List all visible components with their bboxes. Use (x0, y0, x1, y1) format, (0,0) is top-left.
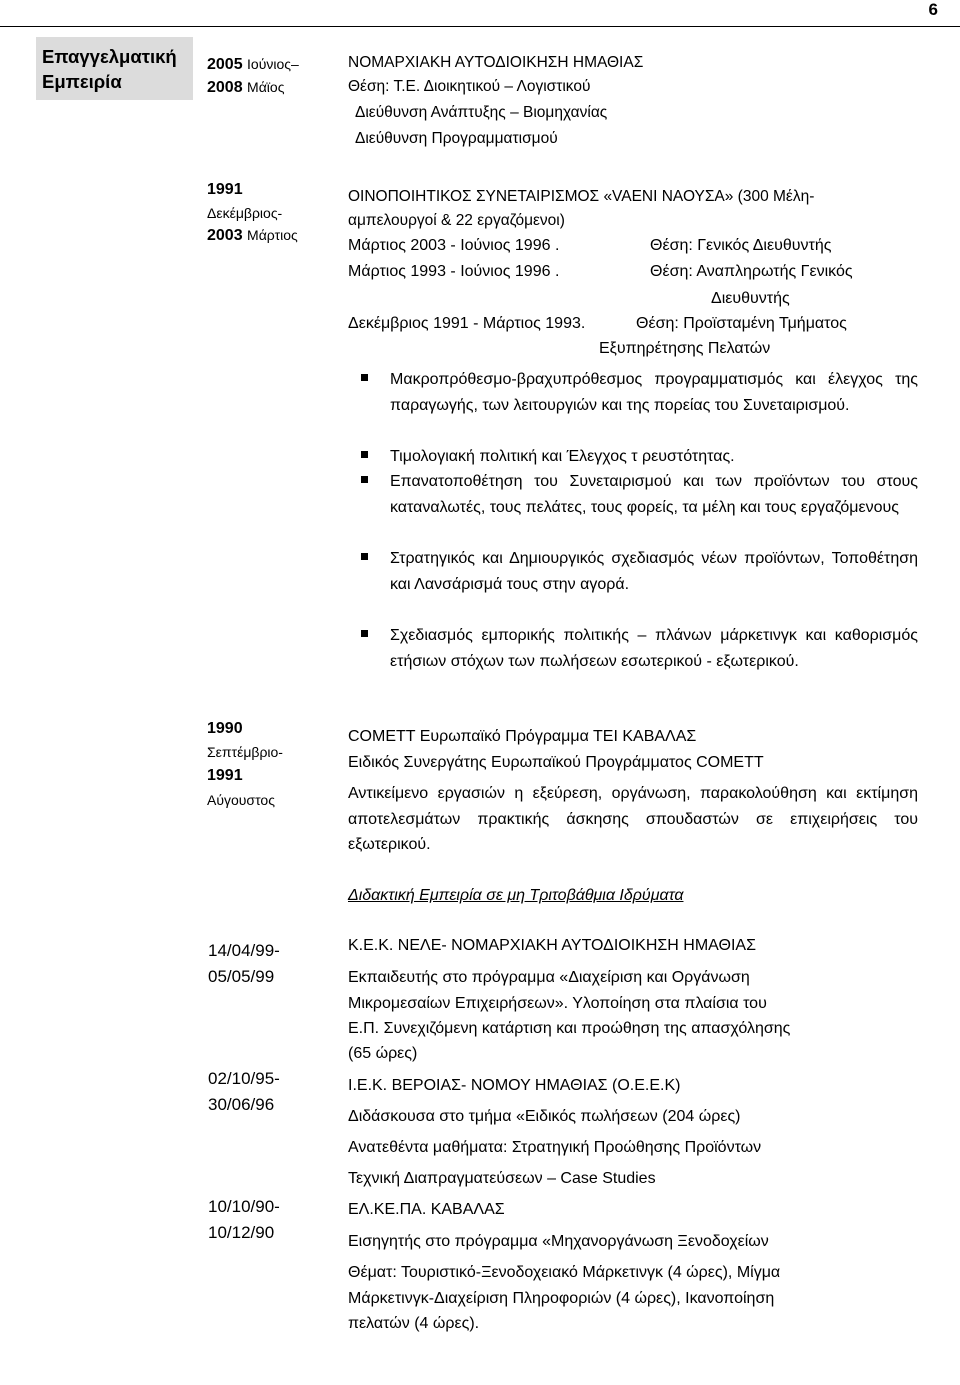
job1-date-month1: Ιούνιος– (247, 56, 299, 72)
teaching-date-2-end: 30/06/96 (208, 1095, 275, 1114)
job2-employer-line2: αμπελουργοί & 22 εργαζόμενοι) (348, 212, 565, 229)
bullet-marker (361, 553, 368, 560)
job1-date-line1 (207, 53, 299, 76)
job3-title: COMETT Ευρωπαϊκό Πρόγραμμα ΤΕΙ ΚΑΒΑΛΑΣ (348, 728, 697, 745)
job2-bullet-3: Επανατοποθέτηση του Συνεταιρισμού και των προϊόντων του στους καταναλωτές, τους πελάτες, τους φορείς, τα μέλη και τους εργαζόμενους (390, 473, 918, 516)
job2-role2-line1: Θέση: Αναπληρωτής Γενικός (650, 263, 853, 280)
teaching-line-4: Ε.Π. Συνεχιζόμενη κατάρτιση και προώθηση της απασχόλησης (348, 1020, 791, 1037)
job1-dept1: Διεύθυνση Ανάπτυξης – Βιομηχανίας (355, 104, 608, 121)
job1-employer: ΝΟΜΑΡΧΙΑΚΗ ΑΥΤΟΔΙΟΙΚΗΣΗ ΗΜΑΘΙΑΣ (348, 54, 644, 71)
job2-period1: Μάρτιος 2003 - Ιούνιος 1996 . (348, 237, 560, 254)
bullet-marker (361, 374, 368, 381)
teaching-line-10: ΕΛ.ΚΕ.ΠΑ. ΚΑΒΑΛΑΣ (348, 1201, 505, 1218)
job2-date-line2: Δεκέμβριος- (207, 205, 283, 221)
teaching-line-11: Εισηγητής στο πρόγραμμα «Μηχανοργάνωση Ξενοδοχείων (348, 1233, 769, 1250)
job2-bullet-2: Τιμολογιακή πολιτική και Έλεγχος τ ρευστότητας. (390, 448, 735, 465)
job2-role1: Θέση: Γενικός Διευθυντής (650, 237, 832, 254)
job2-date-line1: 1991 (207, 181, 243, 198)
teaching-date-2-start: 02/10/95- (208, 1069, 280, 1088)
teaching-date-3-end: 10/12/90 (208, 1223, 275, 1242)
job1-date-year2: 2008 (207, 79, 243, 96)
job2-period2: Μάρτιος 1993 - Ιούνιος 1996 . (348, 263, 560, 280)
teaching-line-9: Τεχνική Διαπραγματεύσεων – Case Studies (348, 1170, 656, 1187)
job1-date-year1: 2005 (207, 56, 243, 73)
job2-date-month3: Μάρτιος (247, 227, 298, 243)
teaching-date-1-end: 05/05/99 (208, 967, 275, 986)
job2-date-line3 (207, 224, 298, 247)
job1-dept2: Διεύθυνση Προγραμματισμού (355, 130, 558, 147)
teaching-line-1: Κ.Ε.Κ. ΝΕΛΕ- ΝΟΜΑΡΧΙΑΚΗ ΑΥΤΟΔΙΟΙΚΗΣΗ ΗΜΑΘΙΑΣ (348, 937, 756, 954)
job2-bullet-5: Σχεδιασμός εμπορικής πολιτικής – πλάνων μάρκετινγκ και καθορισμός ετήσιων στόχων των πωλήσεων εσωτερικού - εξωτερικού. (390, 627, 918, 670)
teaching-line-3: Μικρομεσαίων Επιχειρήσεων». Υλοποίηση στα πλαίσια του (348, 995, 767, 1012)
job2-bullet-4: Στρατηγικός και Δημιουργικός σχεδιασμός νέων προϊόντων, Τοποθέτηση και Λανσάρισμά τους στην αγορά. (390, 550, 918, 593)
job1-date-month2: Μάϊος (247, 79, 285, 95)
teaching-line-2: Εκπαιδευτής στο πρόγραμμα «Διαχείριση και Οργάνωση (348, 969, 750, 986)
teaching-line-14: πελατών (4 ώρες). (348, 1315, 480, 1332)
job3-date-line1: 1990 (207, 720, 243, 737)
job1-position: Θέση: Τ.Ε. Διοικητικού – Λογιστικού (348, 78, 591, 95)
bullet-marker (361, 451, 368, 458)
page-number: 6 (928, 0, 938, 19)
job3-date-line4: Αύγουστος (207, 792, 275, 808)
job2-employer-line1: ΟΙΝΟΠΟΙΗΤΙΚΟΣ ΣΥΝΕΤΑΙΡΙΣΜΟΣ «VAENI ΝΑΟΥΣΑ» (300 Μέλη- (348, 188, 815, 205)
teaching-line-6: Ι.Ε.Κ. ΒΕΡΟΙΑΣ- ΝΟΜΟΥ ΗΜΑΘΙΑΣ (Ο.Ε.Ε.Κ) (348, 1077, 681, 1094)
job2-role3-line1: Θέση: Προϊσταμένη Τμήματος (636, 315, 847, 332)
job2-period3: Δεκέμβριος 1991 - Μάρτιος 1993. (348, 315, 586, 332)
job3-date-line2: Σεπτέμβριο- (207, 744, 283, 760)
teaching-heading: Διδακτική Εμπειρία σε μη Τριτοβάθμια Ιδρύματα (348, 887, 684, 904)
job1-date-line2 (207, 76, 284, 99)
job2-date-year3: 2003 (207, 227, 243, 244)
job3-date-line3: 1991 (207, 767, 243, 784)
bullet-marker (361, 630, 368, 637)
teaching-line-13: Μάρκετινγκ-Διαχείριση Πληροφοριών (4 ώρες), Ικανοποίηση (348, 1290, 775, 1307)
teaching-line-8: Ανατεθέντα μαθήματα: Στρατηγική Προώθησης Προϊόντων (348, 1139, 762, 1156)
job3-description: Αντικείμενο εργασιών η εξεύρεση, οργάνωση, παρακολούθηση και εκτίμηση αποτελεσμάτων πρακτικής άσκησης σπουδαστών σε επιχειρήσεις του εξωτερικού. (348, 785, 918, 853)
teaching-line-12: Θέματ: Τουριστικό-Ξενοδοχειακό Μάρκετινγκ (4 ώρες), Μίγμα (348, 1264, 781, 1281)
teaching-date-1-start: 14/04/99- (208, 941, 280, 960)
teaching-date-3-start: 10/10/90- (208, 1197, 280, 1216)
bullet-marker (361, 476, 368, 483)
header-rule (0, 26, 960, 27)
job3-role: Ειδικός Συνεργάτης Ευρωπαϊκού Προγράμματος COMETT (348, 754, 764, 771)
teaching-line-5: (65 ώρες) (348, 1045, 418, 1062)
job2-role3-line2: Εξυπηρέτησης Πελατών (599, 340, 771, 357)
teaching-line-7: Διδάσκουσα στο τμήμα «Ειδικός πωλήσεων (204 ώρες) (348, 1108, 741, 1125)
job2-bullet-1: Μακροπρόθεσμο-βραχυπρόθεσμος προγραμματισμός και έλεγχος της παραγωγής, των λειτουργιών και της πορείας του Συνεταιρισμού. (390, 371, 918, 414)
section-title: Επαγγελματική Εμπειρία (42, 46, 177, 92)
job2-role2-line2: Διευθυντής (711, 290, 790, 307)
